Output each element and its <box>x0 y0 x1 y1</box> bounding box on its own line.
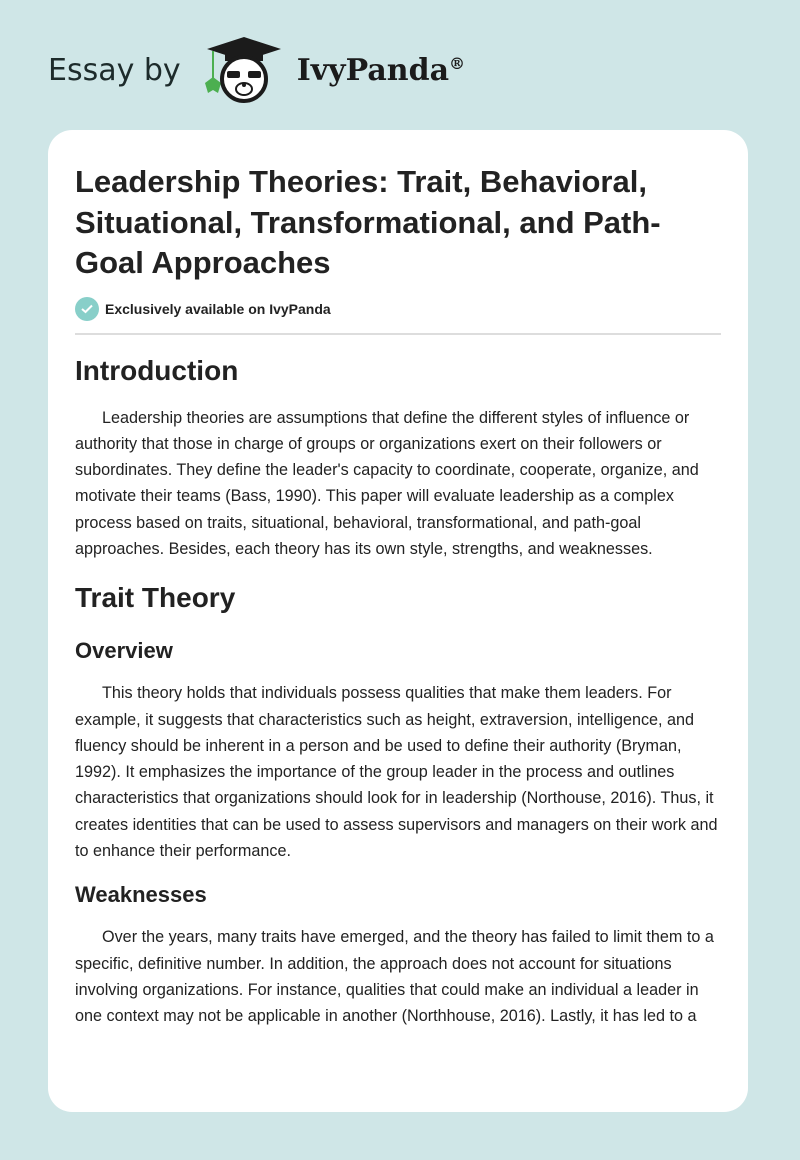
registered-mark: ® <box>449 53 466 73</box>
essay-card <box>48 130 748 1112</box>
exclusive-badge <box>75 297 721 321</box>
section-heading: Introduction <box>75 354 239 386</box>
subsection-heading: Overview <box>75 638 173 664</box>
essay-title: Leadership Theories: Trait, Behavioral, Situational, Transformational, and Path-Goal Approaches <box>75 164 661 280</box>
section-heading: Trait Theory <box>75 582 236 614</box>
ivypanda-logo-icon[interactable] <box>199 35 289 105</box>
paragraph: Over the years, many traits have emerged, and the theory has failed to limit them to a specific, definitive number. In addition, the approach does not account for situations involving organizations. For instance, qualities that could make an individual a leader in one context may not be applicable in another (Northhouse, 2016). Lastly, it has led to a <box>75 928 714 1026</box>
subsection-heading: Weaknesses <box>75 882 207 908</box>
site-header <box>48 38 465 102</box>
paragraph: Leadership theories are assumptions that define the different styles of influence or authority that those in charge of groups or organizations exert on their followers or subordinates. They define the leader's capacity to coordinate, cooperate, organize, and motivate their teams (Bass, 1990). This paper will evaluate leadership as a complex process based on traits, situational, behavioral, transformational, and path-goal approaches. Besides, each theory has its own style, strengths, and weaknesses. <box>75 408 699 558</box>
divider <box>75 333 721 335</box>
essay-by-label: Essay by <box>48 52 181 88</box>
badge-text: Exclusively available on IvyPanda <box>105 300 331 317</box>
paragraph: This theory holds that individuals possess qualities that make them leaders. For example, it suggests that characteristics such as height, extraversion, intelligence, and fluency should be inherent in a person and be used to define their authority (Bryman, 1992). It emphasizes the importance of the group leader in the process and outlines characteristics that organizations should look for in leadership (Northouse, 2016). Thus, it creates identities that can be used to assess supervisors and managers on their work and to enhance their performance. <box>75 684 718 861</box>
brand-name[interactable] <box>297 53 465 88</box>
brand-text: IvyPanda <box>296 52 450 88</box>
check-icon <box>75 297 99 321</box>
